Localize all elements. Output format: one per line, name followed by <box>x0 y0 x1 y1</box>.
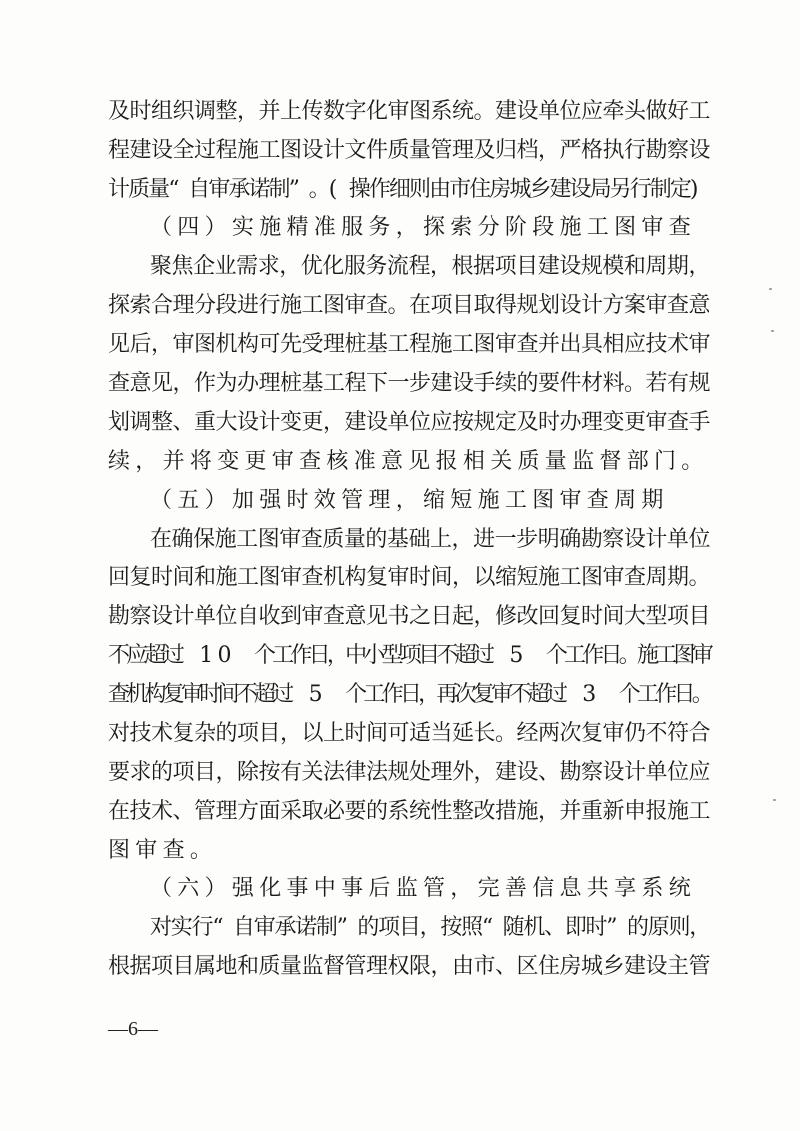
text-line: 勘 察 设 计 单 位 自 收 到 审 查 意 见 书 之 日 起 ， 修 改 回 复 时 间 大 型 项 目 <box>108 604 711 629</box>
page-number: —6— <box>108 1018 158 1040</box>
text-line: 计 质 量 “ 自 审 承 诺 制 ” 。 ( 操 作 细 则 由 市 住 房 城 乡 建 设 局 另 行 制 定 ) <box>108 177 699 202</box>
text-line: 程 建 设 全 过 程 施 工 图 设 计 文 件 质 量 管 理 及 归 档 ， 严 格 执 行 勘 察 设 <box>108 138 711 163</box>
text-line: 见 后 ， 审 图 机 构 可 先 受 理 桩 基 工 程 施 工 图 审 查 并 出 具 相 应 技 术 审 <box>108 332 711 357</box>
text-line: 对 实 行 “ 自 审 承 诺 制 ” 的 项 目 ， 按 照 “ 随 机 、 即 时 ” 的 原 则 ， <box>150 915 712 940</box>
text-line: 要 求 的 项 目 ， 除 按 有 关 法 律 法 规 处 理 外 ， 建 设 、 勘 察 设 计 单 位 应 <box>108 760 711 785</box>
text-line: 续 ， 并 将 变 更 审 查 核 准 意 见 报 相 关 质 量 监 督 部 门 。 <box>108 449 704 474</box>
text-line: 不 应 超 过 1 0 个 工 作 日 ， 中 小 型 项 目 不 超 过 5 个 工 作 日 。 施 工 图 审 <box>108 643 714 668</box>
text-line: 查 机 构 复 审 时 间 不 超 过 5 个 工 作 日 ， 再 次 复 审 不 超 过 3 个 工 作 日 。 <box>108 682 714 707</box>
text-line: 聚 焦 企 业 需 求 ， 优 化 服 务 流 程 ， 根 据 项 目 建 设 规 模 和 周 期 ， <box>150 254 711 279</box>
section-heading: （ 六 ） 强 化 事 中 事 后 监 管 ， 完 善 信 息 共 享 系 统 <box>150 876 691 901</box>
section-heading: （ 五 ） 加 强 时 效 管 理 ， 缩 短 施 工 图 审 查 周 期 <box>150 488 664 513</box>
scan-speck <box>771 330 774 332</box>
text-line: 在 技 术 、 管 理 方 面 采 取 必 要 的 系 统 性 整 改 措 施 ， 并 重 新 申 报 施 工 <box>108 799 711 824</box>
scan-speck <box>769 288 772 290</box>
text-line: 及 时 组 织 调 整 ， 并 上 传 数 字 化 审 图 系 统 。 建 设 单 位 应 牵 头 做 好 工 <box>108 99 711 124</box>
text-line: 探 索 合 理 分 段 进 行 施 工 图 审 查 。 在 项 目 取 得 规 划 设 计 方 案 审 查 意 <box>108 293 711 318</box>
text-line: 查 意 见 ， 作 为 办 理 桩 基 工 程 下 一 步 建 设 手 续 的 要 件 材 料 。 若 有 规 <box>108 371 711 396</box>
text-line: 根 据 项 目 属 地 和 质 量 监 督 管 理 权 限 ， 由 市 、 区 住 房 城 乡 建 设 主 管 <box>108 954 711 979</box>
text-line: 回 复 时 间 和 施 工 图 审 查 机 构 复 审 时 间 ， 以 缩 短 施 工 图 审 查 周 期 。 <box>108 565 711 590</box>
text-line: 图 审 查 。 <box>108 838 212 863</box>
text-line: 划 调 整 、 重 大 设 计 变 更 ， 建 设 单 位 应 按 规 定 及 时 办 理 变 更 审 查 手 <box>108 410 711 435</box>
scan-speck <box>773 799 776 801</box>
text-line: 对 技 术 复 杂 的 项 目 ， 以 上 时 间 可 适 当 延 长 。 经 两 次 复 审 仍 不 符 合 <box>108 721 711 746</box>
text-line: 在 确 保 施 工 图 审 查 质 量 的 基 础 上 ， 进 一 步 明 确 勘 察 设 计 单 位 <box>150 527 711 552</box>
section-heading: （ 四 ） 实 施 精 准 服 务 ， 探 索 分 阶 段 施 工 图 审 查 <box>150 215 691 240</box>
